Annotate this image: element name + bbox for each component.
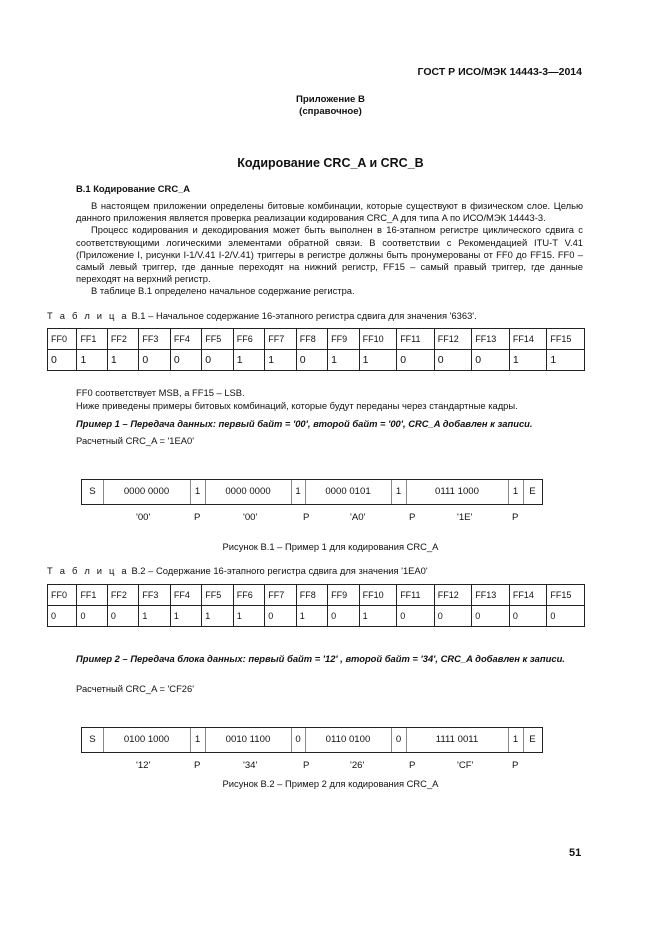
header-cell: FF5 — [202, 329, 233, 350]
header-cell: FF9 — [328, 329, 359, 350]
data-byte-cell: 0111 1000 — [435, 486, 479, 497]
value-cell: 0 — [202, 350, 233, 371]
value-cell: 0 — [48, 606, 77, 627]
value-cell: 1 — [233, 606, 264, 627]
note-line: Ниже приведены примеры битовых комбинаций, которые будут переданы через стандартные кадры. — [76, 400, 518, 411]
cell-divider — [406, 728, 407, 752]
value-cell: 0 — [48, 350, 77, 371]
header-cell: FF15 — [547, 585, 585, 606]
figure2-frame — [81, 727, 543, 753]
main-title: Кодирование CRC_A и CRC_B — [237, 156, 424, 170]
value-cell: 0 — [265, 606, 296, 627]
header-cell: FF1 — [77, 329, 107, 350]
value-cell: 1 — [139, 606, 170, 627]
header-cell: FF4 — [170, 329, 201, 350]
header-cell: FF14 — [509, 329, 547, 350]
cell-divider — [508, 480, 509, 504]
value-cell: 1 — [296, 606, 327, 627]
byte-label: 'A0' — [350, 512, 366, 523]
paragraph: В настоящем приложении определены битовые комбинации, которые существуют в физическом слое. Целью данного приложения является проверка реализации кодирования CRC_A для типа A по ИСО/МЭК 14443-3. — [76, 200, 583, 224]
cell-divider — [391, 480, 392, 504]
header-cell: FF13 — [472, 585, 510, 606]
body-paragraphs — [76, 200, 583, 298]
parity-label: P — [194, 760, 201, 771]
cell-divider — [190, 480, 191, 504]
table-label: Т а б л и ц а — [47, 310, 129, 321]
cell-divider — [305, 480, 306, 504]
table-caption: В.2 – Содержание 16-этапного регистра сдвига для значения '1EA0' — [128, 565, 428, 576]
value-cell: 1 — [509, 350, 547, 371]
data-byte-cell: 0110 0100 — [325, 734, 371, 745]
value-cell: 0 — [547, 606, 585, 627]
appendix-title: Приложение В — [296, 94, 365, 105]
parity-bit-cell: 1 — [194, 486, 201, 497]
byte-label: 'CF' — [457, 760, 474, 771]
value-cell: 0 — [170, 350, 201, 371]
paragraph: В таблице В.1 определено начальное содержание регистра. — [91, 285, 355, 297]
value-cell: 0 — [472, 350, 510, 371]
data-byte-cell: 0000 0000 — [225, 486, 271, 497]
table-row — [48, 350, 585, 371]
value-cell: 1 — [107, 350, 138, 371]
value-cell: 1 — [170, 606, 201, 627]
header-cell: FF12 — [434, 329, 472, 350]
value-cell: 0 — [328, 606, 359, 627]
byte-label: '00' — [243, 512, 258, 523]
value-cell: 1 — [265, 350, 296, 371]
standard-header: ГОСТ Р ИСО/МЭК 14443-3—2014 — [417, 66, 582, 78]
header-cell: FF0 — [48, 329, 77, 350]
value-cell: 0 — [107, 606, 138, 627]
data-byte-cell: 1111 0011 — [435, 734, 479, 745]
header-cell: FF9 — [328, 585, 359, 606]
value-cell: 0 — [434, 606, 472, 627]
table2-title — [47, 565, 428, 576]
cell-divider — [205, 480, 206, 504]
header-cell: FF2 — [107, 329, 138, 350]
value-cell: 0 — [397, 606, 435, 627]
data-byte-cell: 0000 0101 — [325, 486, 371, 497]
value-cell: 1 — [359, 350, 397, 371]
figure2-caption: Рисунок В.2 – Пример 2 для кодирования CRC_A — [222, 778, 439, 789]
table-caption: В.1 – Начальное содержание 16-этапного регистра сдвига для значения '6363'. — [128, 310, 477, 321]
value-cell: 1 — [233, 350, 264, 371]
header-cell: FF15 — [547, 329, 585, 350]
header-cell: FF7 — [265, 329, 296, 350]
cell-divider — [391, 728, 392, 752]
byte-label: '26' — [350, 760, 365, 771]
value-cell: 1 — [359, 606, 397, 627]
parity-label: P — [409, 512, 416, 523]
start-bit: S — [89, 734, 96, 745]
table1 — [47, 328, 585, 371]
header-cell: FF0 — [48, 585, 77, 606]
cell-divider — [523, 728, 524, 752]
cell-divider — [305, 728, 306, 752]
cell-divider — [103, 728, 104, 752]
cell-divider — [291, 480, 292, 504]
value-cell: 0 — [139, 350, 170, 371]
table-label: Т а б л и ц а — [47, 565, 129, 576]
start-bit: S — [89, 486, 96, 497]
value-cell: 0 — [296, 350, 327, 371]
header-cell: FF12 — [434, 585, 472, 606]
table-header-row — [48, 585, 585, 606]
example1-text: Пример 1 – Передача данных: первый байт = '00', второй байт = '00', CRC_A добавлен к записи. — [76, 418, 533, 429]
paragraph: Процесс кодирования и декодирования может быть выполнен в 16-этапном регистре циклического сдвига с соответствующими логическими элементами обратной связи. В соответствии с Рекомендацией ITU-T V.41 (Приложение I, рисунки I-1/V.41 I-2/V.41) триггеры в регистре должны быть пронумерованы от FF0 до FF15. FF0 – самый левый триггер, где данные переходят на нижний регистр, FF15 – самый правый триггер, где данные переходят на верхний регистр. — [76, 224, 583, 285]
parity-bit-cell: 1 — [295, 486, 301, 497]
cell-divider — [406, 480, 407, 504]
header-cell: FF14 — [509, 585, 547, 606]
byte-label: '1E' — [457, 512, 473, 523]
figure1-frame — [81, 479, 543, 505]
parity-bit-cell: 1 — [512, 734, 519, 745]
cell-divider — [205, 728, 206, 752]
parity-label: P — [512, 512, 519, 523]
cell-divider — [190, 728, 191, 752]
cell-divider — [103, 480, 104, 504]
data-byte-cell: 0010 1100 — [225, 734, 271, 745]
value-cell: 0 — [77, 606, 107, 627]
page-number: 51 — [569, 847, 582, 859]
value-cell: 0 — [434, 350, 472, 371]
table-row — [48, 606, 585, 627]
header-cell: FF10 — [359, 329, 397, 350]
table2 — [47, 584, 585, 627]
header-cell: FF3 — [139, 329, 170, 350]
example2-crc: Расчетный CRC_A = 'CF26' — [76, 683, 195, 694]
header-cell: FF5 — [202, 585, 233, 606]
header-cell: FF4 — [170, 585, 201, 606]
value-cell: 1 — [202, 606, 233, 627]
parity-label: P — [303, 760, 310, 771]
cell-divider — [508, 728, 509, 752]
value-cell: 0 — [397, 350, 435, 371]
value-cell: 1 — [77, 350, 107, 371]
end-bit: E — [529, 486, 536, 497]
byte-label: '34' — [243, 760, 258, 771]
header-cell: FF6 — [233, 329, 264, 350]
note-line: FF0 соответствует MSB, а FF15 – LSB. — [76, 387, 245, 398]
value-cell: 1 — [547, 350, 585, 371]
header-cell: FF2 — [107, 585, 138, 606]
data-byte-cell: 0000 0000 — [123, 486, 170, 497]
cell-divider — [523, 480, 524, 504]
parity-label: P — [512, 760, 519, 771]
header-cell: FF11 — [397, 329, 435, 350]
example1-crc: Расчетный CRC_A = '1EA0' — [76, 435, 195, 446]
section-heading: В.1 Кодирование CRC_A — [76, 183, 191, 194]
parity-bit-cell: 0 — [395, 734, 402, 745]
header-cell: FF10 — [359, 585, 397, 606]
parity-bit-cell: 0 — [295, 734, 301, 745]
parity-bit-cell: 1 — [512, 486, 519, 497]
value-cell: 0 — [472, 606, 510, 627]
end-bit: E — [529, 734, 536, 745]
header-cell: FF3 — [139, 585, 170, 606]
appendix-note: (справочное) — [299, 106, 362, 117]
byte-label: '12' — [136, 760, 151, 771]
table-header-row — [48, 329, 585, 350]
example2-text: Пример 2 – Передача блока данных: первый байт = '12' , второй байт = '34', CRC_A добавлен к записи. — [76, 653, 565, 664]
header-cell: FF13 — [472, 329, 510, 350]
parity-label: P — [194, 512, 201, 523]
byte-label: '00' — [136, 512, 151, 523]
data-byte-cell: 0100 1000 — [123, 734, 170, 745]
parity-bit-cell: 1 — [194, 734, 201, 745]
figure1-caption: Рисунок В.1 – Пример 1 для кодирования CRC_A — [222, 541, 439, 552]
header-cell: FF6 — [233, 585, 264, 606]
header-cell: FF8 — [296, 585, 327, 606]
value-cell: 1 — [328, 350, 359, 371]
cell-divider — [291, 728, 292, 752]
parity-label: P — [409, 760, 416, 771]
header-cell: FF11 — [397, 585, 435, 606]
parity-label: P — [303, 512, 310, 523]
table1-title — [47, 310, 477, 321]
header-cell: FF7 — [265, 585, 296, 606]
parity-bit-cell: 1 — [395, 486, 402, 497]
value-cell: 0 — [509, 606, 547, 627]
header-cell: FF1 — [77, 585, 107, 606]
header-cell: FF8 — [296, 329, 327, 350]
